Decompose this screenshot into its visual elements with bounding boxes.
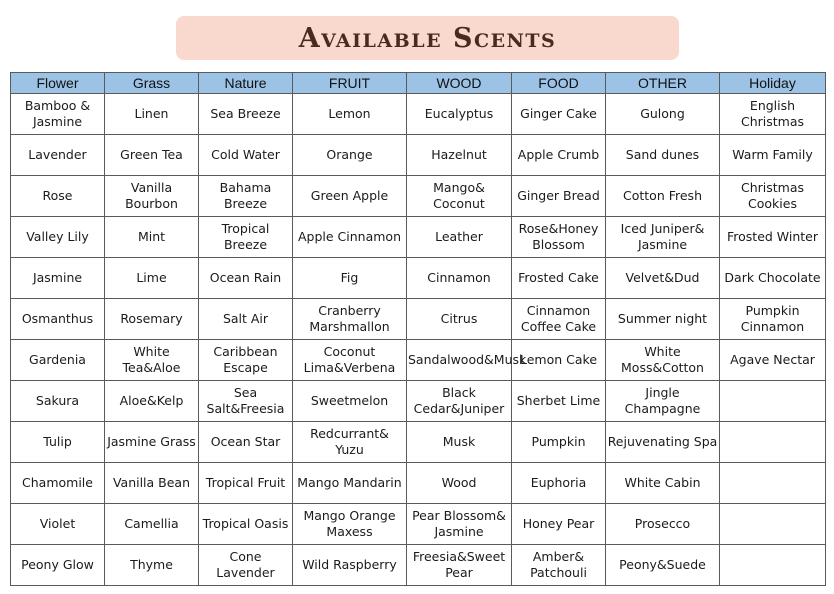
table-cell: Tulip bbox=[11, 422, 105, 463]
column-header-fruit: FRUIT bbox=[293, 73, 407, 94]
table-cell: Thyme bbox=[105, 545, 199, 586]
table-cell: Ocean Rain bbox=[199, 258, 293, 299]
table-cell: White Moss&Cotton bbox=[606, 340, 720, 381]
table-cell: Warm Family bbox=[720, 135, 826, 176]
table-cell: Iced Juniper& Jasmine bbox=[606, 217, 720, 258]
table-cell: Vanilla Bourbon bbox=[105, 176, 199, 217]
table-body bbox=[11, 94, 826, 586]
table-cell: Amber& Patchouli bbox=[512, 545, 606, 586]
table-row bbox=[11, 422, 826, 463]
table-row bbox=[11, 176, 826, 217]
table-cell: Sherbet Lime bbox=[512, 381, 606, 422]
table-cell: Jasmine Grass bbox=[105, 422, 199, 463]
table-cell: Sweetmelon bbox=[293, 381, 407, 422]
column-header-other: OTHER bbox=[606, 73, 720, 94]
column-header-food: FOOD bbox=[512, 73, 606, 94]
table-cell: Lemon Cake bbox=[512, 340, 606, 381]
table-cell bbox=[720, 381, 826, 422]
table-cell: Cranberry Marshmallon bbox=[293, 299, 407, 340]
table-cell: Peony Glow bbox=[11, 545, 105, 586]
table-cell: Wood bbox=[407, 463, 512, 504]
table-cell: Orange bbox=[293, 135, 407, 176]
table-cell: Sandalwood&Musk bbox=[407, 340, 512, 381]
table-cell: Cotton Fresh bbox=[606, 176, 720, 217]
table-cell: Dark Chocolate bbox=[720, 258, 826, 299]
table-cell: Pumpkin bbox=[512, 422, 606, 463]
table-cell: Cone Lavender bbox=[199, 545, 293, 586]
table-cell: Sea Salt&Freesia bbox=[199, 381, 293, 422]
table-row bbox=[11, 258, 826, 299]
table-cell: Mango Orange Maxess bbox=[293, 504, 407, 545]
table-cell: Ocean Star bbox=[199, 422, 293, 463]
table-cell: Honey Pear bbox=[512, 504, 606, 545]
table-cell: Tropical Breeze bbox=[199, 217, 293, 258]
column-header-nature: Nature bbox=[199, 73, 293, 94]
table-row bbox=[11, 217, 826, 258]
table-cell bbox=[720, 422, 826, 463]
table-cell: Velvet&Dud bbox=[606, 258, 720, 299]
table-cell: Gardenia bbox=[11, 340, 105, 381]
table-cell: Camellia bbox=[105, 504, 199, 545]
table-cell: White Tea&Aloe bbox=[105, 340, 199, 381]
table-cell: Pumpkin Cinnamon bbox=[720, 299, 826, 340]
table-cell: Salt Air bbox=[199, 299, 293, 340]
table-cell: Valley Lily bbox=[11, 217, 105, 258]
table-cell: Pear Blossom& Jasmine bbox=[407, 504, 512, 545]
table-cell: Hazelnut bbox=[407, 135, 512, 176]
table-cell: Agave Nectar bbox=[720, 340, 826, 381]
table-cell: Ginger Bread bbox=[512, 176, 606, 217]
table-row bbox=[11, 94, 826, 135]
column-header-holiday: Holiday bbox=[720, 73, 826, 94]
table-cell: Black Cedar&Juniper bbox=[407, 381, 512, 422]
table-cell: Sea Breeze bbox=[199, 94, 293, 135]
title-banner bbox=[176, 16, 679, 60]
table-cell: Cold Water bbox=[199, 135, 293, 176]
scents-table bbox=[10, 72, 826, 586]
table-cell: Bamboo & Jasmine bbox=[11, 94, 105, 135]
table-cell: Mango Mandarin bbox=[293, 463, 407, 504]
table-cell: Jasmine bbox=[11, 258, 105, 299]
table-row bbox=[11, 299, 826, 340]
table-cell: Vanilla Bean bbox=[105, 463, 199, 504]
table-cell: Caribbean Escape bbox=[199, 340, 293, 381]
table-cell: Freesia&Sweet Pear bbox=[407, 545, 512, 586]
table-cell: Sakura bbox=[11, 381, 105, 422]
column-header-wood: WOOD bbox=[407, 73, 512, 94]
table-cell: Rose bbox=[11, 176, 105, 217]
table-cell: Lime bbox=[105, 258, 199, 299]
table-cell: Redcurrant& Yuzu bbox=[293, 422, 407, 463]
table-cell: Violet bbox=[11, 504, 105, 545]
table-cell: Rejuvenating Spa bbox=[606, 422, 720, 463]
table-row bbox=[11, 381, 826, 422]
table-cell: English Christmas bbox=[720, 94, 826, 135]
table-cell: Frosted Cake bbox=[512, 258, 606, 299]
table-cell bbox=[720, 463, 826, 504]
table-cell: Lavender bbox=[11, 135, 105, 176]
table-cell: Peony&Suede bbox=[606, 545, 720, 586]
table-cell: Euphoria bbox=[512, 463, 606, 504]
table-cell: Mint bbox=[105, 217, 199, 258]
table-row bbox=[11, 545, 826, 586]
column-header-grass: Grass bbox=[105, 73, 199, 94]
table-cell: Christmas Cookies bbox=[720, 176, 826, 217]
table-cell: Cinnamon bbox=[407, 258, 512, 299]
table-cell: Fig bbox=[293, 258, 407, 299]
table-cell: Linen bbox=[105, 94, 199, 135]
table-cell bbox=[720, 504, 826, 545]
table-cell: Musk bbox=[407, 422, 512, 463]
table-cell: Apple Crumb bbox=[512, 135, 606, 176]
table-cell: Tropical Fruit bbox=[199, 463, 293, 504]
table-cell bbox=[720, 545, 826, 586]
table-cell: Sand dunes bbox=[606, 135, 720, 176]
table-cell: Rosemary bbox=[105, 299, 199, 340]
table-cell: Frosted Winter bbox=[720, 217, 826, 258]
table-cell: Ginger Cake bbox=[512, 94, 606, 135]
table-cell: Citrus bbox=[407, 299, 512, 340]
table-cell: Mango& Coconut bbox=[407, 176, 512, 217]
table-cell: Leather bbox=[407, 217, 512, 258]
table-cell: White Cabin bbox=[606, 463, 720, 504]
table-cell: Coconut Lima&Verbena bbox=[293, 340, 407, 381]
table-row bbox=[11, 463, 826, 504]
table-cell: Wild Raspberry bbox=[293, 545, 407, 586]
table-cell: Osmanthus bbox=[11, 299, 105, 340]
table-cell: Gulong bbox=[606, 94, 720, 135]
table-cell: Tropical Oasis bbox=[199, 504, 293, 545]
table-cell: Cinnamon Coffee Cake bbox=[512, 299, 606, 340]
table-cell: Apple Cinnamon bbox=[293, 217, 407, 258]
table-cell: Jingle Champagne bbox=[606, 381, 720, 422]
table-cell: Rose&Honey Blossom bbox=[512, 217, 606, 258]
table-row bbox=[11, 135, 826, 176]
column-header-flower: Flower bbox=[11, 73, 105, 94]
table-cell: Aloe&Kelp bbox=[105, 381, 199, 422]
table-cell: Green Tea bbox=[105, 135, 199, 176]
table-row bbox=[11, 504, 826, 545]
table-cell: Summer night bbox=[606, 299, 720, 340]
table-cell: Bahama Breeze bbox=[199, 176, 293, 217]
table-cell: Prosecco bbox=[606, 504, 720, 545]
table-cell: Lemon bbox=[293, 94, 407, 135]
header-row bbox=[11, 73, 826, 94]
table-cell: Eucalyptus bbox=[407, 94, 512, 135]
table-row bbox=[11, 340, 826, 381]
table-cell: Chamomile bbox=[11, 463, 105, 504]
table-cell: Green Apple bbox=[293, 176, 407, 217]
page-title: Available Scents bbox=[298, 22, 557, 54]
